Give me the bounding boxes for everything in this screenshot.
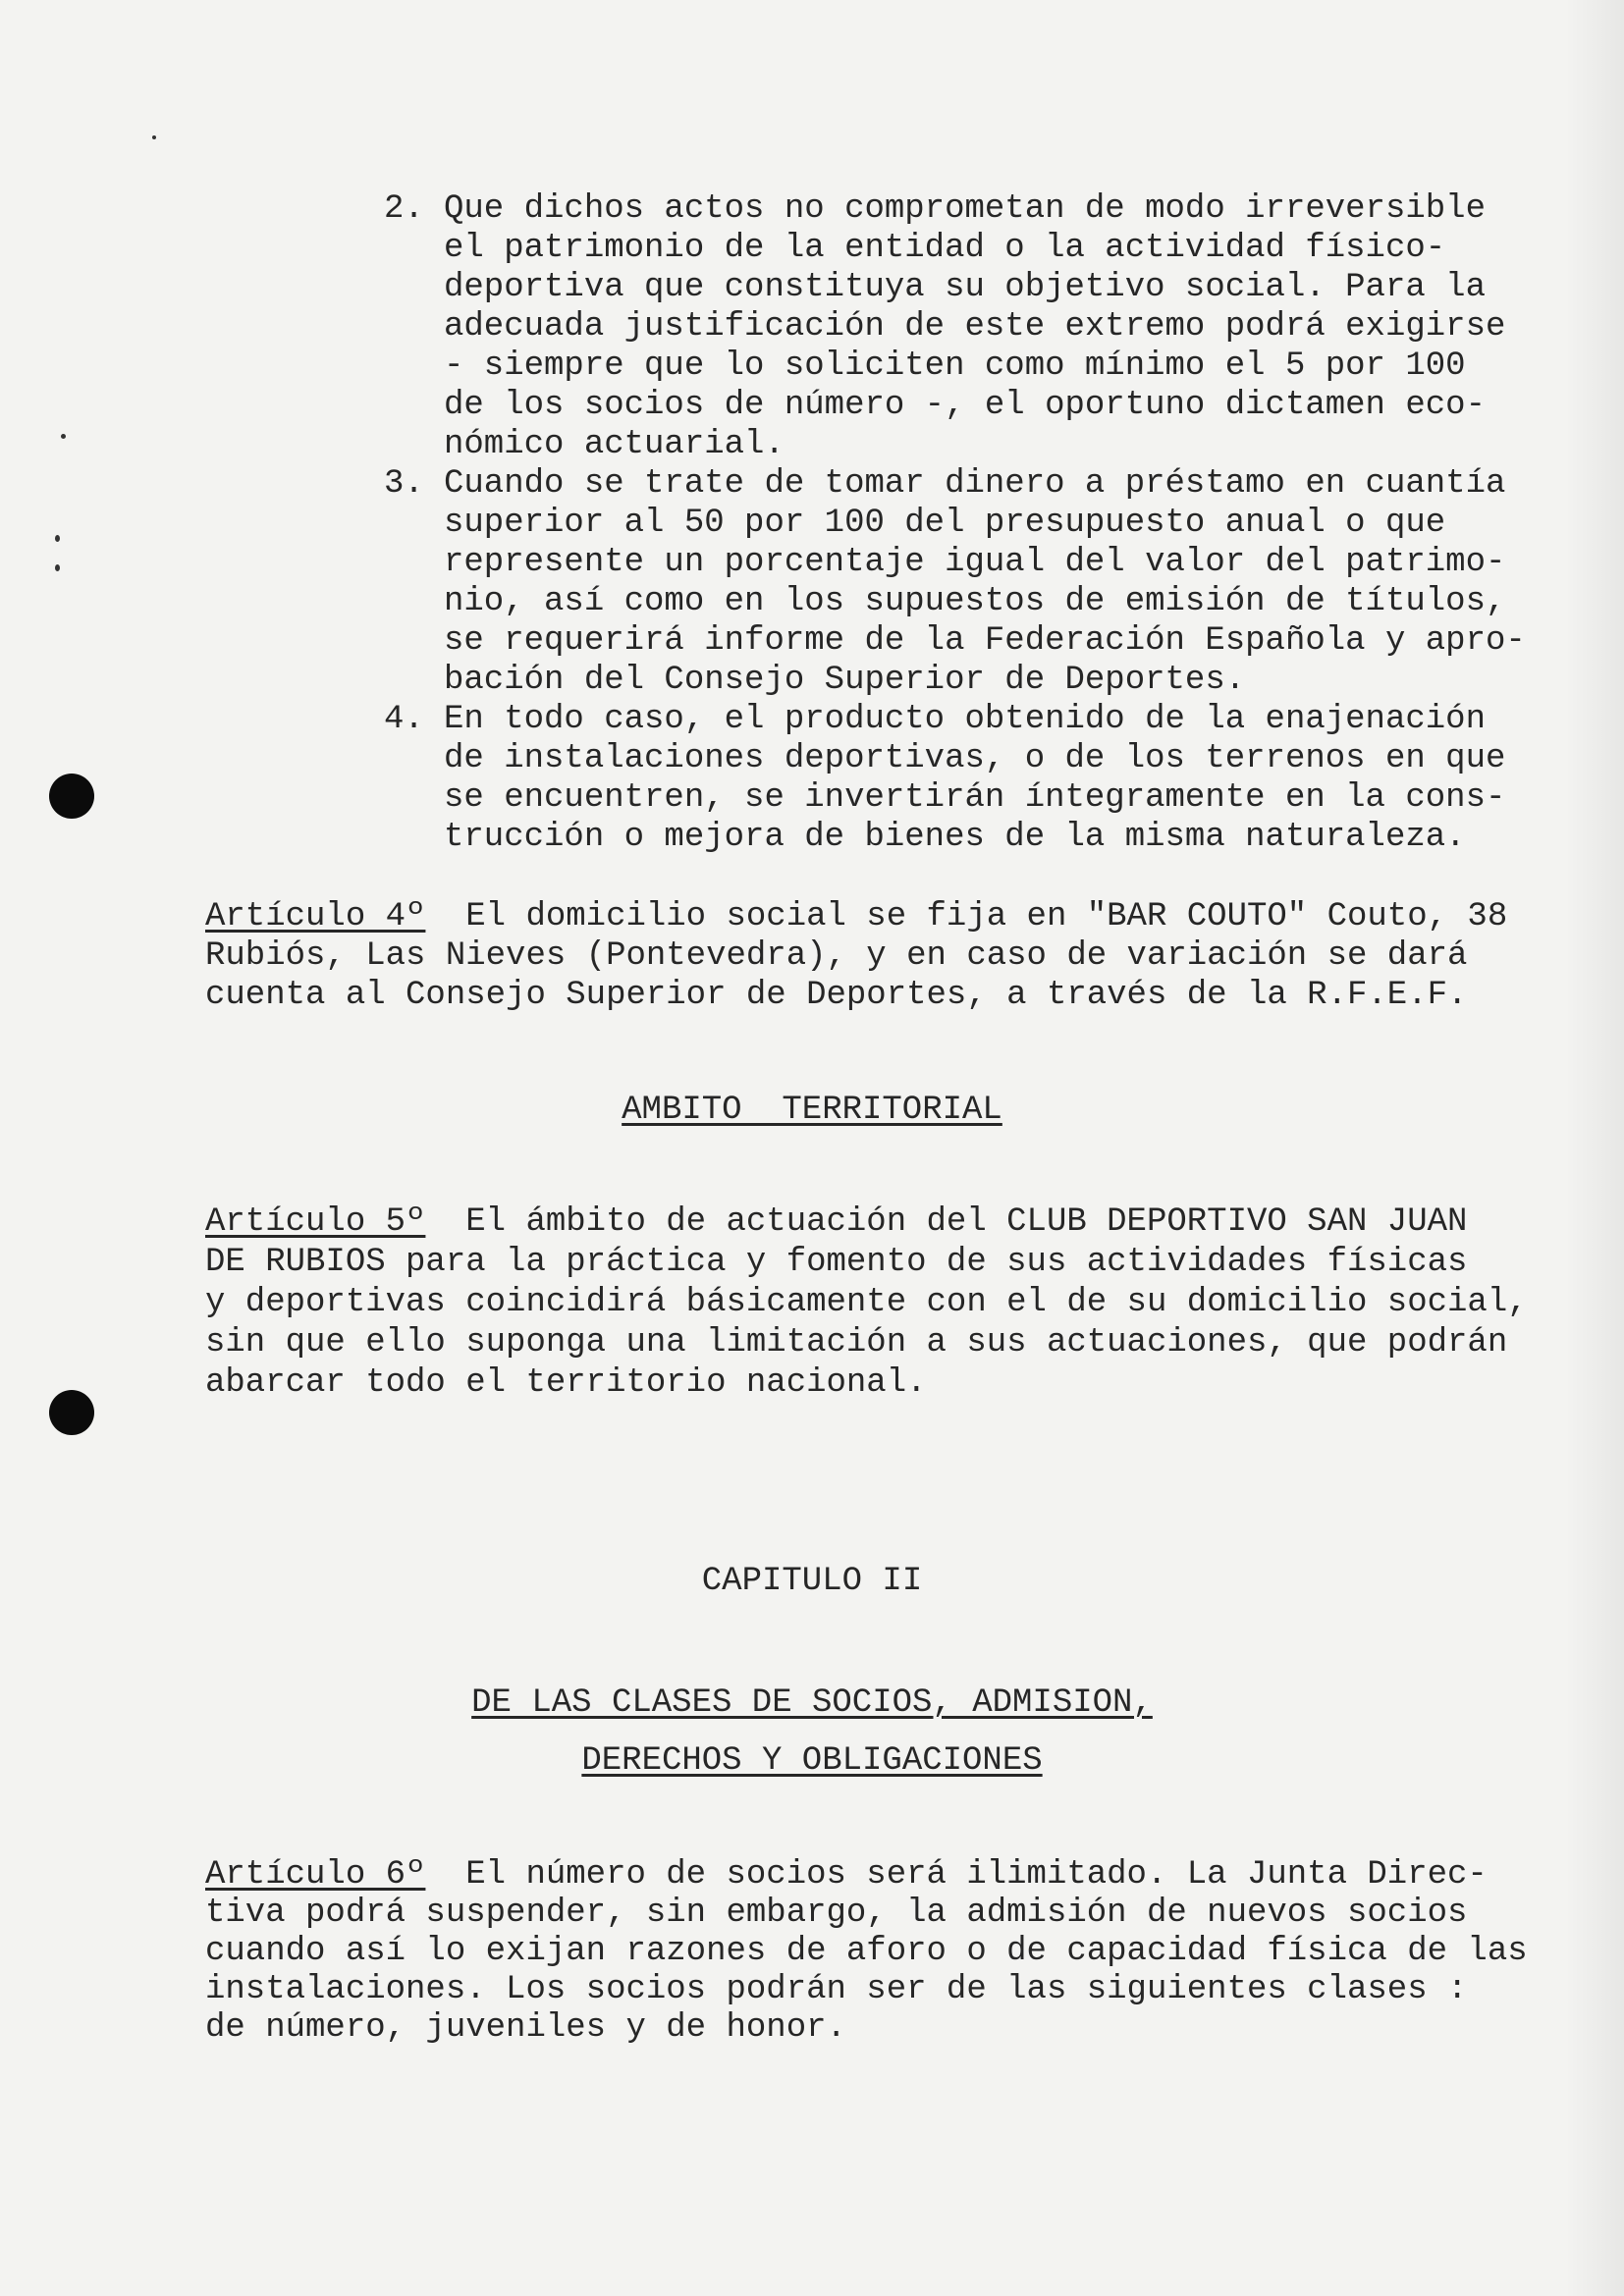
list-item-line <box>444 386 1526 425</box>
line-text: instalaciones. Los socios podrán ser de las siguientes clases : <box>205 1971 1468 2008</box>
list-item-line <box>444 621 1526 661</box>
line-text: Rubiós, Las Nieves (Pontevedra), y en caso de variación se dará <box>205 937 1468 975</box>
list-item-line <box>444 582 1526 621</box>
article-label: Artículo 5º <box>205 1203 426 1241</box>
list-item-line <box>444 307 1526 347</box>
line-text: cuando así lo exijan razones de aforo o de capacidad física de las <box>205 1933 1528 1970</box>
line-text: DE RUBIOS para la práctica y fomento de sus actividades físicas <box>205 1244 1468 1281</box>
chapter-title-line-1: DE LAS CLASES DE SOCIOS, ADMISION, <box>471 1684 1153 1722</box>
article-label: Artículo 6º <box>205 1856 426 1894</box>
line-text: y deportivas coincidirá básicamente con el de su domicilio social, <box>205 1284 1528 1321</box>
list-item-number: 2. <box>384 190 424 228</box>
paragraph-line <box>205 1895 1528 1933</box>
scan-speck <box>152 135 156 139</box>
line-text: - siempre que lo soliciten como mínimo el 5 por 100 <box>444 347 1466 385</box>
line-text: de los socios de número -, el oportuno dictamen eco- <box>444 387 1486 424</box>
line-text: el patrimonio de la entidad o la actividad físico- <box>444 230 1446 267</box>
line-text: El ámbito de actuación del CLUB DEPORTIVO SAN JUAN <box>425 1203 1468 1241</box>
paragraph-line <box>205 2009 1528 2048</box>
line-text: trucción o mejora de bienes de la misma naturaleza. <box>444 819 1466 856</box>
paragraph-line <box>205 1856 1528 1895</box>
line-text: de instalaciones deportivas, o de los terrenos en que <box>444 740 1506 777</box>
line-text: abarcar todo el territorio nacional. <box>205 1364 927 1402</box>
list-item-number: 4. <box>384 701 424 738</box>
article-6 <box>205 1856 1528 2048</box>
list-item-line <box>444 778 1526 818</box>
article-4 <box>205 897 1507 1015</box>
list-item-line <box>444 268 1526 307</box>
line-text: sin que ello suponga una limitación a sus actuaciones, que podrán <box>205 1324 1508 1362</box>
line-text: deportiva que constituya su objetivo social. Para la <box>444 269 1486 306</box>
line-text: bación del Consejo Superior de Deportes. <box>444 662 1246 699</box>
line-text: nómico actuarial. <box>444 426 785 463</box>
paragraph-line <box>205 936 1507 976</box>
line-text: Que dichos actos no comprometan de modo irreversible <box>444 190 1486 228</box>
line-text: se encuentren, se invertirán íntegramente en la cons- <box>444 779 1506 817</box>
page-edge-shadow <box>1565 0 1624 2296</box>
line-text: tiva podrá suspender, sin embargo, la admisión de nuevos socios <box>205 1895 1468 1932</box>
punch-hole <box>49 774 94 819</box>
list-item-line <box>444 425 1526 464</box>
line-text: El domicilio social se fija en "BAR COUTO" Couto, 38 <box>425 898 1508 935</box>
paragraph-line <box>205 976 1507 1015</box>
article-5 <box>205 1202 1528 1404</box>
paragraph-line <box>205 1202 1528 1243</box>
list-item-line <box>444 818 1526 857</box>
list-item-line <box>444 229 1526 268</box>
list-item-line <box>384 700 1526 739</box>
scan-speck <box>55 564 60 571</box>
line-text: se requerirá informe de la Federación Española y apro- <box>444 622 1526 660</box>
punch-hole <box>49 1390 94 1435</box>
line-text: En todo caso, el producto obtenido de la enajenación <box>444 701 1486 738</box>
line-text: adecuada justificación de este extremo podrá exigirse <box>444 308 1506 346</box>
paragraph-line <box>205 1971 1528 2009</box>
paragraph-line <box>205 1323 1528 1363</box>
scan-speck <box>61 434 66 439</box>
scan-speck <box>55 535 60 542</box>
line-text: represente un porcentaje igual del valor del patrimo- <box>444 544 1506 581</box>
list-item-line <box>444 543 1526 582</box>
paragraph-line <box>205 1243 1528 1283</box>
line-text: superior al 50 por 100 del presupuesto anual o que <box>444 505 1446 542</box>
list-item-line <box>444 661 1526 700</box>
paragraph-line <box>205 1933 1528 1971</box>
line-text: nio, así como en los supuestos de emisión de títulos, <box>444 583 1506 620</box>
list-item-line <box>384 464 1526 504</box>
list-item-line <box>444 504 1526 543</box>
paragraph-line <box>205 897 1507 936</box>
line-text: El número de socios será ilimitado. La Junta Direc- <box>425 1856 1488 1894</box>
section-heading: AMBITO TERRITORIAL <box>622 1092 1002 1129</box>
article-label: Artículo 4º <box>205 898 426 935</box>
list-item-line <box>384 189 1526 229</box>
paragraph-line <box>205 1283 1528 1323</box>
chapter-title-line-2: DERECHOS Y OBLIGACIONES <box>581 1742 1043 1780</box>
numbered-list <box>384 189 1526 857</box>
paragraph-line <box>205 1363 1528 1404</box>
list-item-line <box>444 739 1526 778</box>
line-text: Cuando se trate de tomar dinero a préstamo en cuantía <box>444 465 1506 503</box>
chapter-heading: CAPITULO II <box>701 1563 923 1600</box>
line-text: de número, juveniles y de honor. <box>205 2009 846 2047</box>
list-item-line <box>444 347 1526 386</box>
list-item-number: 3. <box>384 465 424 503</box>
line-text: cuenta al Consejo Superior de Deportes, a través de la R.F.E.F. <box>205 977 1468 1014</box>
